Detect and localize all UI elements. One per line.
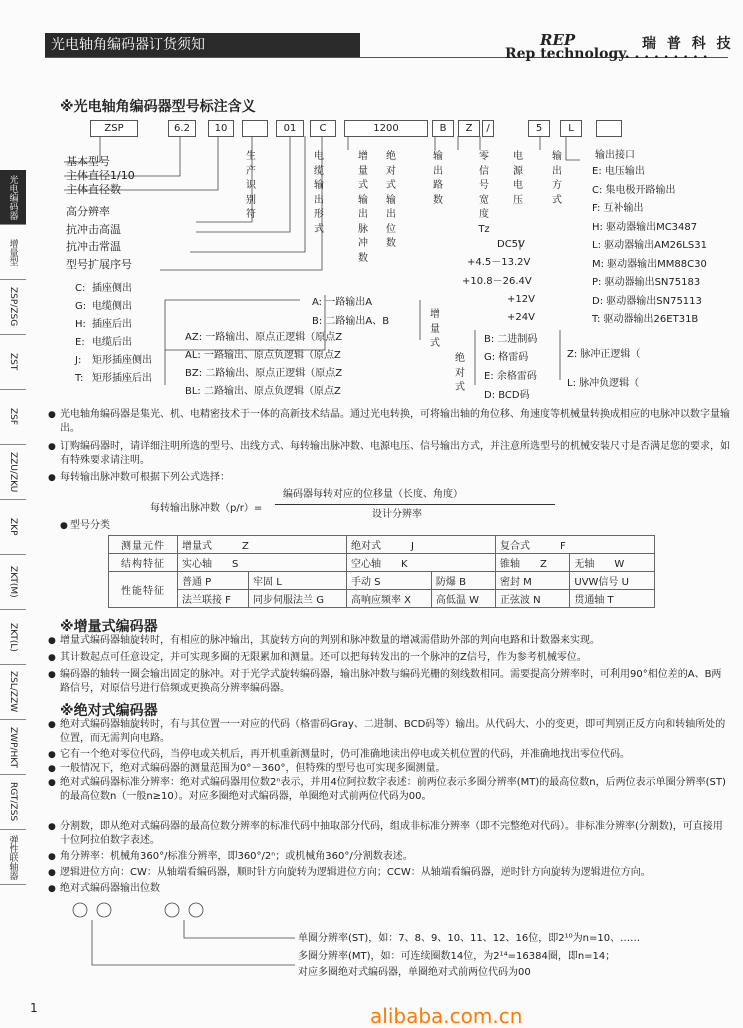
model-left-label: 主体直径1/10	[66, 169, 135, 182]
voltage-option: +12V	[507, 294, 535, 305]
model-vertical-label: 零信号宽度Tz	[478, 151, 490, 235]
table-cell: 防爆 B	[431, 572, 495, 590]
model-left-label: 抗冲击常温	[66, 240, 121, 253]
mt-resolution: 多圈分辨率(MT)，如：可连续圈数14位，为2¹⁴=16384圈，即n=14；	[298, 951, 616, 962]
sidebar-tab-label: ZST	[8, 353, 18, 371]
model-code-box: /	[482, 120, 494, 137]
model-vertical-label: 输出方式	[552, 151, 562, 206]
outlet-text: 插座后出	[92, 319, 132, 330]
model-code-box: 10	[208, 120, 234, 137]
bullet-icon: ●	[48, 750, 56, 760]
formula-numerator: 编码器每转对应的位移量（长度、角度）	[283, 489, 463, 500]
outlet-text: 电缆后出	[92, 337, 132, 348]
model-vertical-label: 绝对式输出位数	[386, 151, 396, 249]
outlet-code: C:	[75, 283, 86, 294]
table-cell: 空心轴 K	[347, 554, 496, 572]
outlet-text: 插座侧出	[92, 283, 132, 294]
page-title: 光电轴角编码器订货须知	[45, 33, 360, 57]
z-logic-option: AL: 一路输出、原点负逻辑（原点Z	[185, 350, 341, 361]
interface-option: D: 驱动器输出SN75113	[592, 295, 702, 307]
bullet-icon: ●	[48, 720, 56, 730]
model-left-label: 主体直径数	[66, 183, 121, 196]
table-cell: 锥轴 Z	[496, 554, 570, 572]
voltage-option: DC5V	[497, 239, 525, 250]
sidebar-tab-label: ZZU/ZKU	[8, 451, 18, 493]
voltage-option: +10.8－26.4V	[462, 276, 532, 287]
bullet-icon: ●	[48, 410, 56, 420]
incremental-item: 其计数起点可任意设定，并可实现多圈的无限累加和测量。还可以把每转发出的一个脉冲的Z信号，作为参考机械零位。	[60, 652, 587, 663]
formula-left: 每转输出脉冲数（p/r）=	[150, 503, 263, 514]
voltage-option: +24V	[507, 312, 535, 323]
intro-p2: 订购编码器时，请详细注明所选的型号、出线方式、每转输出脉冲数、电源电压、信号输出方式，并注意所选型号的机械安装尺寸是否满足您的要求，如有特殊要求请注明。	[60, 441, 730, 466]
incremental-label: 增量式	[430, 309, 440, 349]
absolute-code: B: 二进制码	[484, 334, 538, 345]
model-code-box: Z	[458, 120, 480, 137]
interface-option: E: 电压输出	[592, 166, 645, 177]
outlet-code: G:	[75, 301, 87, 312]
absolute-item: 一般情况下，绝对式编码器的测量范围为0°－360°，但特殊的型号也可实现多圈测量。	[60, 763, 446, 774]
bullet-icon: ●	[48, 778, 56, 788]
table-cell: 绝对式 J	[347, 536, 496, 554]
intro-p1: 光电轴角编码器是集光、机、电精密技术于一体的高新技术结晶。通过光电转换，可将输出轴的角位移、角速度等机械量转换成相应的电脉冲以数字量输出。	[60, 409, 730, 434]
model-left-label: 高分辨率	[66, 205, 110, 218]
model-code-box: 1200	[344, 120, 428, 137]
ab-out-a: A: 一路输出A	[312, 297, 373, 308]
model-vertical-label: 输出路数	[433, 151, 443, 206]
table-cell: 同步伺服法兰 G	[249, 590, 347, 608]
sidebar-tab-label: 光电编码器	[7, 174, 18, 220]
absolute-item: 分割数，即从绝对式编码器的最高位数分辨率的标准代码中抽取部分代码，组成非标准分辨率（即不完整绝对代码）。非标准分辨率(分割数)，可直接用十位阿拉伯数字表述。	[60, 821, 723, 846]
model-vertical-label: 生产识别符	[246, 151, 256, 220]
z-pulse-positive: Z: 脉冲正逻辑（	[567, 349, 641, 360]
absolute-item: 绝对式编码器输出位数	[60, 883, 160, 894]
sidebar-tab-label: ZWP/HKT	[8, 726, 18, 768]
sidebar-tab-label: ZSL/ZZW	[8, 671, 18, 713]
z-logic-option: BZ: 二路输出、原点正逻辑（原点Z	[185, 368, 343, 379]
table-cell: 复合式 F	[496, 536, 655, 554]
table-cell: 无轴 W	[570, 554, 655, 572]
absolute-item: 绝对式编码器轴旋转时，有与其位置一一对应的代码（格雷码Gray、二进制、BCD码等）输出。从代码大、小的变更，即可判别正反方向和转轴所处的位置，而无需判向电路。	[60, 719, 726, 744]
model-code-box: C	[310, 120, 336, 137]
interface-option: T: 驱动器输出26ET31B	[592, 314, 699, 325]
outlet-code: T:	[75, 373, 84, 384]
table-cell: 增量式 Z	[178, 536, 347, 554]
outlet-text: 矩形插座后出	[92, 373, 152, 384]
table-cell: 密封 M	[496, 572, 570, 590]
bullet-icon: ●	[48, 822, 56, 832]
bullet-icon: ●	[48, 852, 56, 862]
z-pulse-negative: L: 脉冲负逻辑（	[567, 378, 640, 389]
table-cell: UVW信号 U	[570, 572, 655, 590]
watermark: alibaba.com.cn	[370, 1004, 523, 1028]
sidebar-tab-label: 增量型	[7, 238, 18, 266]
intro-p3: 每转输出脉冲数可根据下列公式选择：	[60, 472, 230, 483]
bullet-icon: ●	[48, 653, 56, 663]
brand-name-en: Rep technology. . . . . . . . .	[505, 46, 708, 62]
model-left-label: 基本型号	[66, 155, 110, 168]
outlet-code: J:	[75, 355, 82, 366]
model-left-label: 抗冲击高温	[66, 223, 121, 236]
bullet-icon: ●	[48, 473, 56, 483]
interface-option: P: 驱动器输出SN75183	[592, 277, 701, 288]
model-vertical-label: 增量式输出脉冲数	[358, 151, 368, 264]
model-code-box: ZSP	[90, 120, 138, 137]
voltage-option: +4.5－13.2V	[467, 257, 531, 268]
incremental-item: 编码器的轴转一圈会输出固定的脉冲。对于光学式旋转编码器，输出脉冲数与编码光栅的刻线数相同。需要提高分辨率时，可利用90°相位差的A、B两路信号，对原信号进行倍频或更换高分辨率编码器。	[60, 669, 722, 694]
iface-title: 输出接口	[595, 150, 635, 161]
bullet-icon: ●	[48, 764, 56, 774]
absolute-item: 绝对式编码器标准分辨率：绝对式编码器用位数2ⁿ表示，并用4位阿拉数字表述：前两位表示多圈分辨率(MT)的最高位数n，后两位表示单圈分辨率(ST)的最高位数n（一般n≥10）。对应多圈绝对式编码器，单圈绝对式前两位代码为00。	[60, 777, 726, 802]
table-cell: 普通 P	[178, 572, 249, 590]
table-cell: 实心轴 S	[178, 554, 347, 572]
incremental-item: 增量式编码器轴旋转时，有相应的脉冲输出，其旋转方向的判别和脉冲数量的增减需借助外部的判向电路和计数器来实现。	[60, 635, 600, 646]
absolute-code: E: 余格雷码	[484, 371, 537, 382]
sidebar-tab-label: ZSF	[8, 408, 18, 426]
outlet-text: 矩形插座侧出	[92, 355, 152, 366]
interface-option: F: 互补输出	[592, 203, 644, 214]
table-cell: 测量元件	[109, 536, 178, 554]
model-left-label: 型号扩展序号	[66, 258, 132, 271]
table-cell: 贯通轴 T	[570, 590, 655, 608]
ab-out-b: B: 二路输出A、B	[312, 316, 390, 327]
brand-logo: REP	[540, 31, 576, 49]
absolute-item: 逻辑进位方向：CW：从轴端看编码器，顺时针方向旋转为逻辑进位方向；CCW：从轴端看编码器，逆时针方向旋转为逻辑进位方向。	[60, 867, 651, 878]
interface-option: L: 驱动器输出AM26LS31	[592, 240, 707, 251]
st-resolution: 单圈分辨率(ST)，如：7、8、9、10、11、12、16位，即2¹⁰为n=10、……	[298, 933, 641, 944]
absolute-code: G: 格雷码	[484, 352, 529, 363]
outlet-text: 电缆侧出	[92, 301, 132, 312]
formula-denominator: 设计分辨率	[372, 509, 422, 520]
table-cell: 高响应频率 X	[347, 590, 432, 608]
absolute-code: D: BCD码	[484, 390, 530, 401]
page-number: 1	[30, 1001, 38, 1015]
bullet-icon: ●	[48, 670, 56, 680]
model-vertical-label: 电缆输出形式	[314, 151, 324, 235]
bullet-icon: ●	[48, 636, 56, 646]
table-cell: 正弦波 N	[496, 590, 570, 608]
bullet-icon: ●	[48, 884, 56, 894]
table-cell: 法兰联接 F	[178, 590, 249, 608]
model-code-box: B	[432, 120, 454, 137]
absolute-title: ※绝对式编码器	[60, 703, 158, 719]
sidebar-tab-label: RGT/ZSS	[8, 782, 18, 822]
interface-option: M: 驱动器输出MM88C30	[592, 258, 707, 270]
model-code-box: 5	[528, 120, 550, 137]
outlet-code: E:	[75, 337, 85, 348]
interface-option: C: 集电极开路输出	[592, 184, 676, 196]
classification-title: 型号分类	[70, 520, 110, 531]
absolute-item: 角分辨率：机械角360°/标准分辨率，即360°/2ⁿ；或机械角360°/分割数表述。	[60, 851, 413, 862]
bullet-icon: ●	[48, 442, 56, 452]
model-vertical-label: 电源电压	[513, 151, 523, 206]
model-code-box: L	[560, 120, 582, 137]
z-logic-option: BL: 二路输出、原点负逻辑（原点Z	[185, 386, 341, 397]
outlet-code: H:	[75, 319, 86, 330]
table-cell: 性能特征	[109, 572, 178, 608]
model-section-title: ※光电轴角编码器型号标注含义	[60, 99, 256, 115]
sidebar-tab-label: ZKP	[8, 518, 18, 536]
model-code-box: 01	[276, 120, 304, 137]
mt-note: 对应多圈绝对式编码器，单圈绝对式前两位代码为00	[298, 967, 531, 978]
sidebar-tab-label: 弹性联轴器	[7, 834, 18, 880]
brand-name-cn: 瑞 普 科 技	[642, 36, 734, 52]
interface-option: H: 驱动器输出MC3487	[592, 221, 698, 233]
sidebar-tab-label: ZKT(M)	[8, 566, 18, 598]
table-cell: 手动 S	[347, 572, 432, 590]
table-cell: 高低温 W	[431, 590, 495, 608]
z-logic-option: AZ: 一路输出、原点正逻辑（原点Z	[185, 332, 343, 343]
bullet-icon: ●	[48, 868, 56, 878]
table-cell: 结构特征	[109, 554, 178, 572]
bullet-icon: ●	[60, 521, 68, 531]
sidebar-tab-label: ZSP/ZSG	[8, 287, 18, 327]
sidebar-tab-label: ZKT(L)	[8, 622, 18, 652]
absolute-item: 它有一个绝对零位代码，当停电或关机后，再开机重新测量时，仍可准确地读出停电或关机位置的代码，并准确地找出零位代码。	[60, 749, 630, 760]
table-cell: 牢固 L	[249, 572, 347, 590]
absolute-label: 绝对式	[455, 353, 465, 393]
incremental-title: ※增量式编码器	[60, 619, 158, 635]
model-code-box: 6.2	[168, 120, 196, 137]
